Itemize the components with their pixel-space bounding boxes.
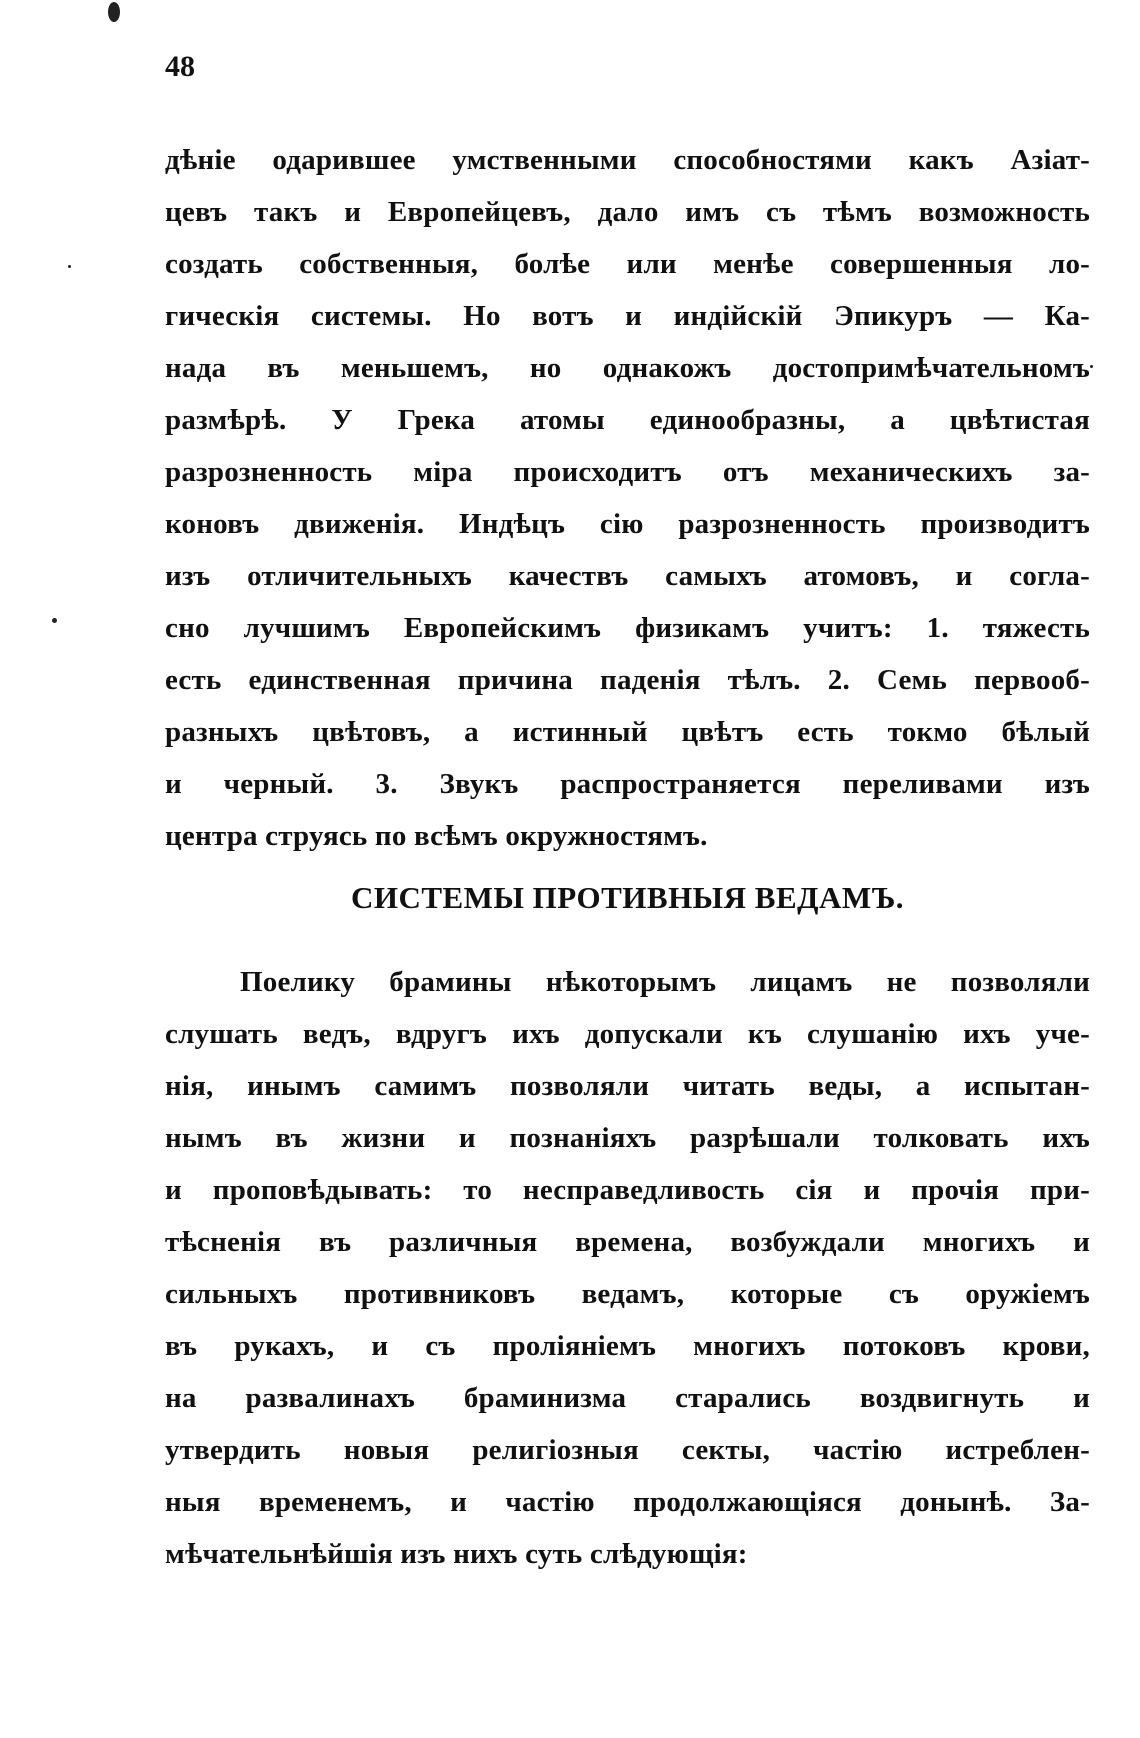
- text-line: разрозненность міра происходитъ отъ механическихъ за-: [165, 456, 1090, 488]
- text-line: въ рукахъ, и съ проліяніемъ многихъ потоковъ крови,: [165, 1330, 1090, 1362]
- text-line: гическія системы. Но вотъ и индійскій Эпикуръ — Ка-: [165, 300, 1090, 332]
- text-line: разныхъ цвѣтовъ, а истинный цвѣтъ есть токмо бѣлый: [165, 716, 1090, 748]
- ink-blot-mark: [108, 2, 120, 22]
- text-line: сно лучшимъ Европейскимъ физикамъ учитъ: 1. тяжесть: [165, 612, 1090, 644]
- text-line: коновъ движенія. Индѣцъ сію разрозненность производитъ: [165, 508, 1090, 540]
- text-line: нія, инымъ самимъ позволяли читать веды, а испытан-: [165, 1070, 1090, 1102]
- page-number: 48: [165, 50, 195, 83]
- text-line: и проповѣдывать: то несправедливость сія и прочія при-: [165, 1174, 1090, 1206]
- ink-speck-mark: [1090, 365, 1093, 368]
- text-line: Поелику брамины нѣкоторымъ лицамъ не позволяли: [240, 966, 1090, 998]
- text-line: дѣніе одарившее умственными способностями какъ Азіат-: [165, 144, 1090, 176]
- text-line: центра струясь по всѣмъ окружностямъ.: [165, 820, 708, 852]
- text-line: нымъ въ жизни и познаніяхъ разрѣшали толковать ихъ: [165, 1122, 1090, 1154]
- ink-speck-mark: [68, 265, 71, 268]
- text-line: тѣсненія въ различныя времена, возбуждали многихъ и: [165, 1226, 1090, 1258]
- text-line: и черный. 3. Звукъ распространяется переливами изъ: [165, 768, 1090, 800]
- text-line: на развалинахъ браминизма старались воздвигнуть и: [165, 1382, 1090, 1414]
- text-line: изъ отличительныхъ качествъ самыхъ атомовъ, и согла-: [165, 560, 1090, 592]
- text-line: есть единственная причина паденія тѣлъ. 2. Семь первооб-: [165, 664, 1090, 696]
- text-line: утвердить новыя религіозныя секты, частію истреблен-: [165, 1434, 1090, 1466]
- text-line: размѣрѣ. У Грека атомы единообразны, а цвѣтистая: [165, 404, 1090, 436]
- text-line: ныя временемъ, и частію продолжающіяся донынѣ. За-: [165, 1486, 1090, 1518]
- ink-speck-mark: [52, 618, 57, 623]
- text-line: нада въ меньшемъ, но однакожъ достопримѣчательномъ: [165, 352, 1090, 384]
- text-line: сильныхъ противниковъ ведамъ, которые съ оружіемъ: [165, 1278, 1090, 1310]
- section-heading: СИСТЕМЫ ПРОТИВНЫЯ ВЕДАМЪ.: [350, 880, 905, 915]
- text-line: создать собственныя, болѣе или менѣе совершенныя ло-: [165, 248, 1090, 280]
- text-line: мѣчательнѣйшія изъ нихъ суть слѣдующія:: [165, 1538, 748, 1570]
- text-line: слушать ведъ, вдругъ ихъ допускали къ слушанію ихъ уче-: [165, 1018, 1090, 1050]
- text-line: цевъ такъ и Европейцевъ, дало имъ съ тѣмъ возможность: [165, 196, 1090, 228]
